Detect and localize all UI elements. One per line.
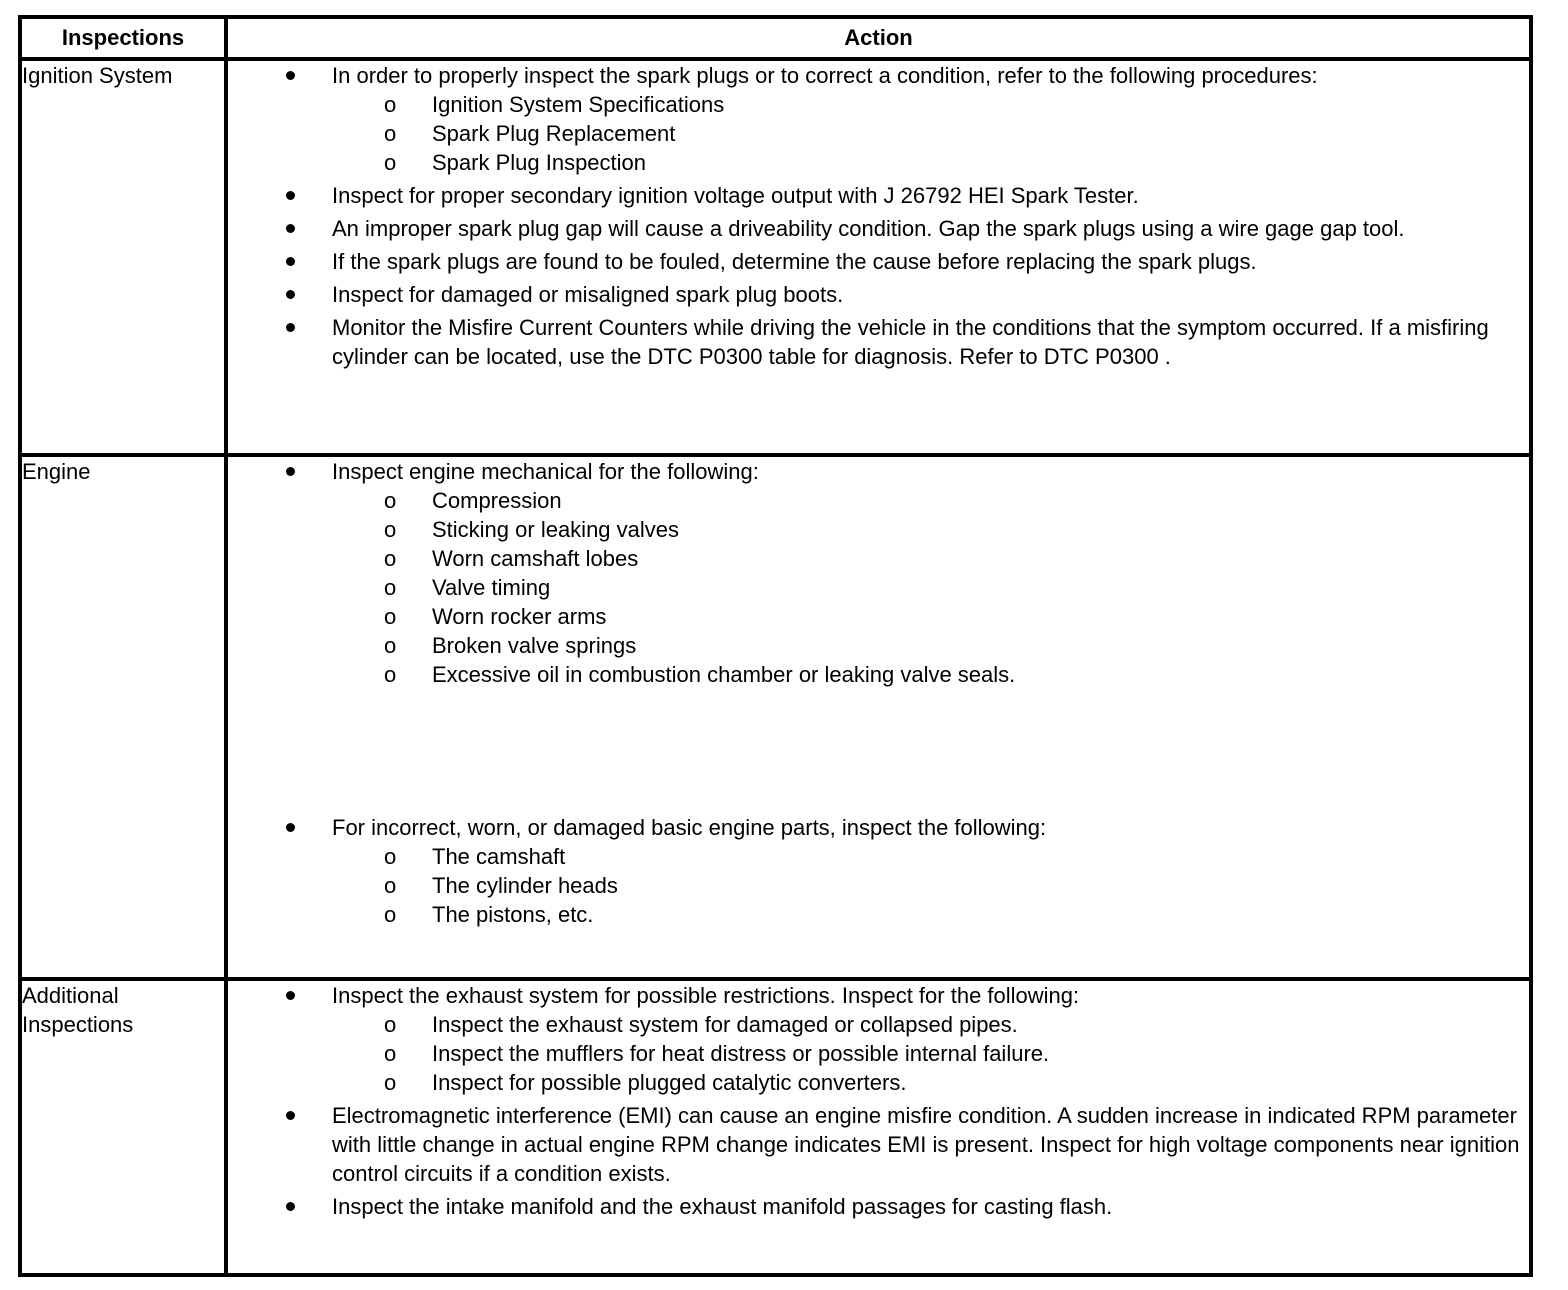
- list-item: Inspect for damaged or misaligned spark plug boots.: [228, 280, 1529, 309]
- action-list: [228, 61, 1529, 371]
- action-cell: [226, 979, 1531, 1275]
- sub-list-item: o Ignition System Specifications: [332, 90, 1529, 119]
- sub-list-item: o Worn rocker arms: [332, 602, 1529, 631]
- list-item: [228, 981, 1529, 1097]
- action-list: [228, 981, 1529, 1221]
- list-item: If the spark plugs are found to be fouled, determine the cause before replacing the spark plugs.: [228, 247, 1529, 276]
- header-inspections: Inspections: [20, 17, 226, 59]
- sub-list-item: o Broken valve springs: [332, 631, 1529, 660]
- sub-list-item: o The camshaft: [332, 842, 1529, 871]
- bullet-text: In order to properly inspect the spark plugs or to correct a condition, refer to the following procedures:: [332, 63, 1318, 88]
- sub-list-item: o Sticking or leaking valves: [332, 515, 1529, 544]
- table-row-engine: [20, 455, 1531, 979]
- sub-list: [332, 842, 1529, 929]
- list-item: An improper spark plug gap will cause a driveability condition. Gap the spark plugs using a wire gage gap tool.: [228, 214, 1529, 243]
- list-item: Inspect for proper secondary ignition voltage output with J 26792 HEI Spark Tester.: [228, 181, 1529, 210]
- bullet-text: Inspect the exhaust system for possible restrictions. Inspect for the following:: [332, 983, 1080, 1008]
- sub-list: [332, 90, 1529, 177]
- sub-list-item: o Valve timing: [332, 573, 1529, 602]
- sub-list-item: o Inspect the exhaust system for damaged or collapsed pipes.: [332, 1010, 1529, 1039]
- row-label: Additional Inspections: [20, 979, 226, 1275]
- sub-list: [332, 1010, 1529, 1097]
- sub-list-item: o Inspect for possible plugged catalytic converters.: [332, 1068, 1529, 1097]
- header-action: Action: [226, 17, 1531, 59]
- action-cell: [226, 455, 1531, 979]
- list-item: Monitor the Misfire Current Counters while driving the vehicle in the conditions that the symptom occurred. If a misfiring cylinder can be located, use the DTC P0300 table for diagnosis. Refer to DTC P0300 .: [228, 313, 1529, 371]
- row-label: Ignition System: [20, 59, 226, 455]
- sub-list-item: o Worn camshaft lobes: [332, 544, 1529, 573]
- list-item: Inspect the intake manifold and the exhaust manifold passages for casting flash.: [228, 1192, 1529, 1221]
- list-item: [228, 61, 1529, 177]
- sub-list-item: o Spark Plug Replacement: [332, 119, 1529, 148]
- sub-list-item: o Excessive oil in combustion chamber or leaking valve seals.: [332, 660, 1529, 689]
- action-list: [228, 457, 1529, 929]
- table-row-additional-inspections: [20, 979, 1531, 1275]
- sub-list-item: o Spark Plug Inspection: [332, 148, 1529, 177]
- bullet-text: For incorrect, worn, or damaged basic engine parts, inspect the following:: [332, 815, 1047, 840]
- sub-list-item: o Compression: [332, 486, 1529, 515]
- sub-list-item: o The cylinder heads: [332, 871, 1529, 900]
- list-item: [228, 457, 1529, 809]
- row-label: Engine: [20, 455, 226, 979]
- bullet-text: Inspect engine mechanical for the following:: [332, 459, 759, 484]
- sub-list: [332, 486, 1529, 689]
- table-row-ignition-system: [20, 59, 1531, 455]
- header-row: [20, 17, 1531, 59]
- list-item: Electromagnetic interference (EMI) can cause an engine misfire condition. A sudden increase in indicated RPM parameter with little change in actual engine RPM change indicates EMI is present. Inspect for high voltage components near ignition control circuits if a condition exists.: [228, 1101, 1529, 1188]
- spacer: [332, 689, 1529, 809]
- action-cell: [226, 59, 1531, 455]
- sub-list-item: o Inspect the mufflers for heat distress or possible internal failure.: [332, 1039, 1529, 1068]
- list-item: [228, 813, 1529, 929]
- sub-list-item: o The pistons, etc.: [332, 900, 1529, 929]
- inspections-table: [18, 15, 1533, 1277]
